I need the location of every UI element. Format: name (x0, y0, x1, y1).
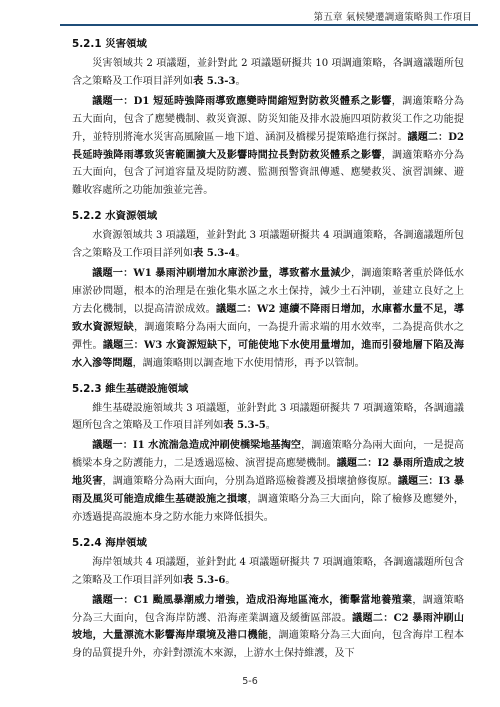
text-run: ，調適策略著重於降低水庫淤砂問題，根本的治理是在強化集水區之水土保持，減少土石沖刷，並建立良好之上方去化機制，以提高清淤成效。 (72, 268, 465, 315)
body-content (72, 36, 464, 671)
bold-text-run: 議題三：I3 暴雨及風災可能造成維生基礎設施之損壞 (72, 476, 464, 506)
paragraph (72, 227, 464, 263)
text-run: 。 (265, 420, 276, 432)
text-run: 災害領域共 2 項議題，並針對此 2 項議題研擬共 10 項調適策略，各調適議題所包含之策略及工作項目詳列如 (72, 58, 464, 87)
paragraph (72, 554, 464, 590)
bold-text-run: 議題三：W3 水資源短缺下，可能使地下水使用量增加，進而引發地層下陷及海水入滲等問題 (72, 339, 464, 369)
bold-text-run: 議題一：I1 水流湍急造成沖刷使橋梁地基掏空 (92, 440, 302, 452)
paragraph (72, 592, 464, 664)
text-run: 水資源領域共 3 項議題，並針對此 3 項議題研擬共 4 項調適策略，各調適議題所包含之策略及工作項目詳列如 (72, 230, 464, 260)
text-run: ，調適策略分為五大面向，包含了應變機制、救災資源、防災知能及排水設施四項防救災工作之功能提升，並特別將淹水災害高風險區－地下道、涵洞及橋樑另提策略進行探討。 (72, 95, 465, 143)
section-title: 5.2.2 水資源領域 (72, 210, 158, 223)
paragraph (72, 437, 464, 527)
section-title: 5.2.1 災害領域 (72, 38, 147, 50)
text-run: ，調適策略則以調查地下水使用情形，再予以管制。 (132, 357, 365, 369)
bold-text-run: 表 5.3-4 (193, 248, 236, 260)
page-header (60, 8, 478, 30)
bold-text-run: 議題二：I2 暴雨所造成之坡地災害 (72, 458, 464, 488)
text-run: ，調適策略亦分為五大面向，包含了河道容量及堤防防護、監測預警資訊傳遞、應變救災、演習訓練、避難收容處所之功能加強並完善。 (72, 149, 465, 197)
text-run: 海岸領域共 4 項議題，並針對此 4 項議題研擬共 7 項調適策略，各調適議題所包含之策略及工作項目詳列如 (72, 556, 464, 586)
bold-text-run: 議題一：C1 颱風暴潮威力增強，造成沿海地區淹水，衝擊當地養殖業 (92, 594, 413, 606)
paragraph (72, 400, 464, 436)
section (72, 535, 464, 663)
bold-text-run: 表 5.3-6 (183, 574, 226, 586)
text-run: ，調適策略分為三大面向，包含海岸防護、沿海產業調適及緩衝區部設。 (72, 594, 464, 624)
text-run: 。 (235, 75, 246, 87)
section (72, 381, 464, 527)
section (72, 36, 464, 200)
chapter-header-title: 第五章 氣候變遷調適策略與工作項目 (313, 12, 472, 23)
paragraph (72, 55, 464, 91)
text-run: ，調適策略分為兩大面向，一為提升需求端的用水效率，二為提高供水之彈性。 (72, 321, 465, 351)
bold-text-run: 議題二：C2 暴雨沖刷山坡地，大量漂流木影響海岸環境及港口機能 (72, 612, 465, 642)
text-run: ，調適策略分為兩大面向，分別為道路巡檢養護及損壞搶修復原。 (102, 476, 398, 488)
text-run: ，調適策略分為三大面向，除了檢修及應變外，亦透過提高設施本身之防水能力來降低損失。 (72, 494, 465, 523)
paragraph (72, 93, 464, 200)
bold-text-run: 表 5.3-5 (223, 420, 266, 432)
bold-text-run: 議題二：D2 長延時強降雨導致災害範圍擴大及影響時間拉長對防救災體系之影響 (72, 131, 464, 161)
section-title: 5.2.3 維生基礎設施領域 (72, 382, 189, 395)
text-run: 維生基礎設施領域共 3 項議題，並針對此 3 項議題研擬共 7 項調適策略，各調適議題所包含之策略及工作項目詳列如 (72, 402, 464, 432)
text-run: ，調適策略分為三大面向，包含海岸工程本身的品質提升外，亦針對漂流木來源，上游水土保持維護，及下 (72, 630, 465, 660)
paragraph (72, 265, 464, 372)
section-title: 5.2.4 海岸領域 (72, 536, 147, 549)
bold-text-run: 議題二：W2 連續不降雨日增加，水庫蓄水量不足，導致水資源短缺 (72, 303, 464, 333)
section (72, 208, 464, 372)
bold-text-run: 表 5.3-3 (193, 75, 236, 87)
bold-text-run: 議題一：D1 短延時強降雨導致應變時間縮短對防救災體系之影響 (92, 95, 392, 107)
text-run: 。 (235, 248, 246, 260)
header-rule (60, 24, 478, 26)
page-number: 5-6 (242, 676, 258, 687)
bold-text-run: 議題一：W1 暴雨沖刷增加水庫淤沙量，導致蓄水量減少 (92, 268, 351, 280)
text-run: ，調適策略分為兩大面向，一是提高橋梁本身之防護能力，二是透過巡檢、演習提高應變機制。 (72, 440, 464, 470)
text-run: 。 (225, 574, 236, 586)
